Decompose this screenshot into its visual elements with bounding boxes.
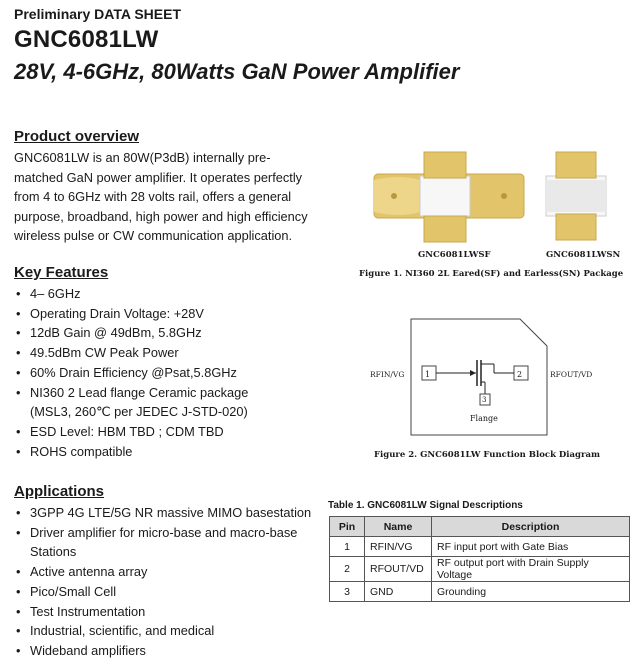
overview-line: purpose, broadband, high power and high efficiency (14, 208, 308, 224)
table-cell-name: GND (365, 582, 432, 602)
features-list (16, 284, 316, 461)
overview-line: from 4 to 6GHz with 28 volts rail, offers a general (14, 189, 292, 205)
table-cell-description: RF output port with Drain Supply Voltage (432, 557, 630, 582)
application-item: • 3GPP 4G LTE/5G NR massive MIMO basestation (16, 503, 326, 523)
figure1-caption: Figure 1. NI360 2L Eared(SF) and Earless(SN) Package (359, 269, 624, 279)
table-header-description: Description (432, 517, 630, 537)
package-eared-label: GNC6081LWSF (418, 250, 491, 260)
rfout-label: RFOUT/VD (550, 370, 593, 379)
overview-heading: Product overview (14, 128, 140, 145)
application-item: • Pico/Small Cell (16, 582, 326, 602)
table-cell-pin: 1 (330, 537, 365, 557)
table-cell-name: RFIN/VG (365, 537, 432, 557)
feature-item: • ESD Level: HBM TBD ; CDM TBD (16, 422, 316, 442)
table-header-name: Name (365, 517, 432, 537)
application-item: • Test Instrumentation (16, 602, 326, 622)
signal-table (329, 516, 630, 602)
doc-label: Preliminary DATA SHEET (14, 6, 182, 22)
application-item: • Industrial, scientific, and medical (16, 621, 326, 641)
overview-text (14, 148, 324, 246)
page-title: 28V, 4-6GHz, 80Watts GaN Power Amplifier (14, 59, 460, 84)
feature-item-continued: (MSL3, 260℃ per JEDEC J-STD-020) (30, 404, 248, 420)
feature-item: • 12dB Gain @ 49dBm, 5.8GHz (16, 323, 316, 343)
package-earless-image (546, 152, 606, 240)
pin1-label: 1 (425, 370, 431, 379)
rfin-label: RFIN/VG (370, 370, 405, 379)
table-header-pin: Pin (330, 517, 365, 537)
overview-line: GNC6081LW is an 80W(P3dB) internally pre- (14, 150, 271, 165)
features-heading: Key Features (14, 264, 109, 281)
pin3-label: 3 (482, 396, 487, 404)
table-cell-pin: 2 (330, 557, 365, 582)
table-cell-description: Grounding (432, 582, 630, 602)
package-earless-label: GNC6081LWSN (546, 250, 621, 260)
figure2-caption: Figure 2. GNC6081LW Function Block Diagram (374, 450, 600, 460)
package-images (360, 140, 630, 250)
table-cell-name: RFOUT/VD (365, 557, 432, 582)
application-item: • Active antenna array (16, 562, 326, 582)
feature-item: • ROHS compatible (16, 442, 316, 462)
overview-line: matched GaN power amplifier. It operates perfectly (14, 169, 303, 185)
table-cell-pin: 3 (330, 582, 365, 602)
package-eared-image (374, 152, 524, 242)
table-caption: Table 1. GNC6081LW Signal Descriptions (328, 500, 523, 511)
applications-heading: Applications (14, 483, 105, 500)
table-cell-description: RF input port with Gate Bias (432, 537, 630, 557)
application-item-continued: Stations (30, 544, 77, 560)
feature-item: • Operating Drain Voltage: +28V (16, 304, 316, 324)
overview-line: wireless pulse or CW communication application. (14, 228, 293, 244)
applications-list (16, 503, 326, 661)
part-number: GNC6081LW (14, 26, 159, 53)
table-header-row (330, 517, 630, 537)
application-item: • Driver amplifier for micro-base and macro-base (16, 523, 326, 543)
flange-label: Flange (470, 414, 498, 423)
feature-item: • 60% Drain Efficiency @Psat,5.8GHz (16, 363, 316, 383)
table-row (330, 537, 630, 557)
feature-item: • 4– 6GHz (16, 284, 316, 304)
pin2-label: 2 (517, 370, 523, 379)
feature-item: • 49.5dBm CW Peak Power (16, 343, 316, 363)
feature-item: • NI360 2 Lead flange Ceramic package (16, 383, 316, 403)
table-row (330, 557, 630, 582)
table-row (330, 582, 630, 602)
application-item: • Wideband amplifiers (16, 641, 326, 661)
